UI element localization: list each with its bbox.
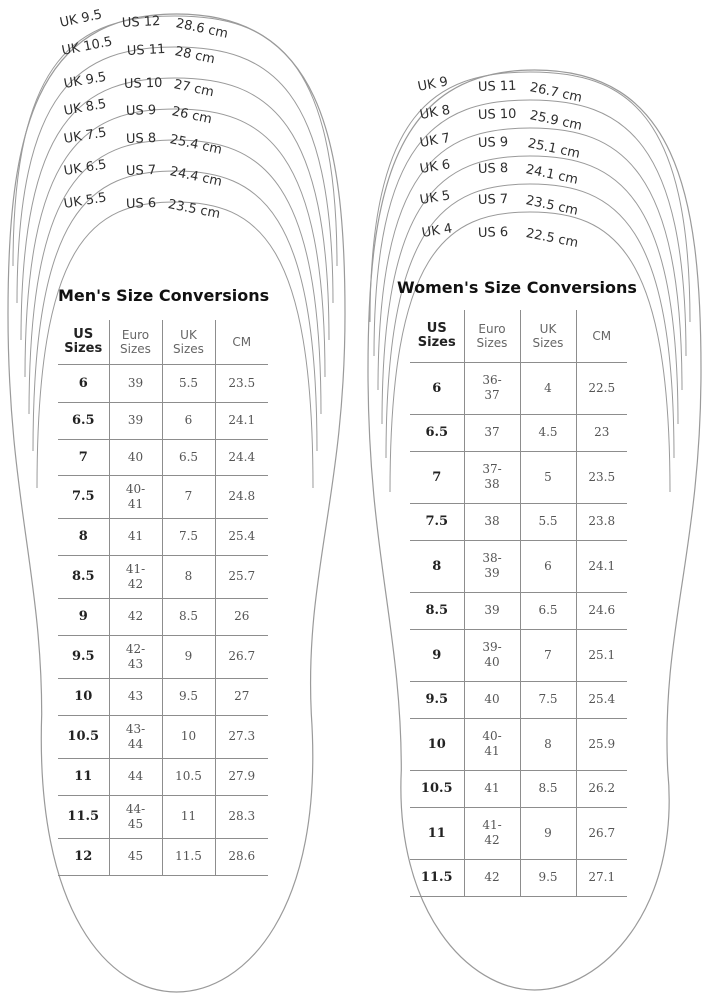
women-euro-size-line: 40 xyxy=(484,692,500,706)
table-row xyxy=(58,364,268,402)
women-foot-label-uk: UK 6 xyxy=(418,157,452,177)
table-row xyxy=(58,715,268,758)
women-euro-size xyxy=(464,718,520,770)
women-cm-size: 23 xyxy=(576,414,627,451)
women-euro-size xyxy=(464,503,520,540)
table-row xyxy=(58,555,268,598)
women-foot-label-us: US 7 xyxy=(477,191,509,208)
women-uk-size: 5.5 xyxy=(520,503,576,540)
women-foot-label-uk: UK 7 xyxy=(418,130,452,151)
men-column-header-line: Euro xyxy=(121,327,150,342)
women-euro-size-line: 37- xyxy=(482,462,502,476)
table-row xyxy=(410,807,627,859)
women-column-header-line: US xyxy=(426,320,447,336)
men-foot-label-uk: UK 5.5 xyxy=(62,190,108,212)
men-foot-label-uk: UK 10.5 xyxy=(60,34,114,59)
women-euro-size-line: 37 xyxy=(484,388,500,402)
men-uk-size: 6 xyxy=(162,402,215,439)
men-euro-size-line: 41 xyxy=(127,529,144,543)
table-row xyxy=(58,795,268,838)
men-euro-size xyxy=(109,439,162,475)
men-euro-size xyxy=(109,678,162,715)
men-foot-label-cm: 28 cm xyxy=(173,44,217,68)
women-foot-label-us: US 9 xyxy=(477,134,509,151)
women-foot-label-cm: 24.1 cm xyxy=(524,162,580,188)
women-cm-size: 23.8 xyxy=(576,503,627,540)
women-euro-size xyxy=(464,859,520,896)
men-cm-size: 24.4 xyxy=(215,439,268,475)
men-euro-size-line: 44 xyxy=(127,736,144,751)
women-us-size: 8.5 xyxy=(410,592,464,629)
women-euro-size-line: 39 xyxy=(484,603,500,617)
men-foot-label-us: US 11 xyxy=(126,41,166,59)
women-euro-size-line: 40 xyxy=(484,655,500,669)
men-foot-label-us: US 12 xyxy=(121,13,161,31)
men-uk-size: 11.5 xyxy=(162,838,215,875)
women-cm-size: 23.5 xyxy=(576,451,627,503)
women-us-size: 9.5 xyxy=(410,681,464,718)
women-uk-size: 9 xyxy=(520,807,576,859)
men-column-header-line: US xyxy=(73,326,94,342)
table-row xyxy=(410,503,627,540)
table-row xyxy=(58,518,268,555)
womens-title: Women's Size Conversions xyxy=(397,278,637,297)
women-euro-size-line: 42 xyxy=(484,870,500,884)
men-foot-label-us: US 7 xyxy=(125,162,157,179)
women-euro-size-line: 39- xyxy=(482,640,502,654)
table-row xyxy=(58,439,268,475)
men-us-size: 9.5 xyxy=(58,635,109,678)
table-row xyxy=(410,770,627,807)
men-euro-size-line: 39 xyxy=(127,375,144,390)
women-euro-size-line: 37 xyxy=(484,425,500,439)
men-uk-size: 9.5 xyxy=(162,678,215,715)
men-cm-size: 26 xyxy=(215,598,268,635)
women-column-header xyxy=(410,310,464,362)
men-uk-size: 11 xyxy=(162,795,215,838)
men-column-header-line: Sizes xyxy=(64,340,103,356)
women-uk-size: 6.5 xyxy=(520,592,576,629)
table-row xyxy=(58,758,268,795)
men-us-size: 10.5 xyxy=(58,715,109,758)
table-row xyxy=(410,681,627,718)
men-euro-size xyxy=(109,715,162,758)
men-foot-label-us: US 8 xyxy=(125,130,157,147)
men-euro-size-line: 43 xyxy=(127,689,144,703)
table-row xyxy=(58,402,268,439)
men-foot-label-cm: 24.4 cm xyxy=(168,164,224,190)
men-uk-size: 6.5 xyxy=(162,439,215,475)
men-euro-size xyxy=(109,475,162,518)
women-euro-size-line: 36- xyxy=(482,373,502,387)
women-uk-size: 5 xyxy=(520,451,576,503)
women-euro-size-line: 41 xyxy=(484,744,500,758)
men-uk-size: 7 xyxy=(162,475,215,518)
table-row xyxy=(410,629,627,681)
men-foot-label-cm: 28.6 cm xyxy=(174,16,230,42)
men-euro-size-line: 44 xyxy=(127,769,144,783)
women-euro-size-line: 39 xyxy=(484,566,500,580)
men-foot-label-cm: 25.4 cm xyxy=(168,132,224,158)
women-column-header xyxy=(576,310,627,362)
women-us-size: 7.5 xyxy=(410,503,464,540)
women-us-size: 10.5 xyxy=(410,770,464,807)
men-cm-size: 24.1 xyxy=(215,402,268,439)
women-euro-size xyxy=(464,592,520,629)
women-foot-label-us: US 6 xyxy=(477,224,509,241)
women-foot-label-uk: UK 9 xyxy=(416,74,450,95)
women-cm-size: 26.2 xyxy=(576,770,627,807)
men-foot-label-cm: 27 cm xyxy=(172,77,216,101)
women-us-size: 11 xyxy=(410,807,464,859)
men-us-size: 11.5 xyxy=(58,795,109,838)
men-cm-size: 25.7 xyxy=(215,555,268,598)
women-foot-label-us: US 10 xyxy=(477,106,517,123)
men-cm-size: 23.5 xyxy=(215,364,268,402)
women-us-size: 9 xyxy=(410,629,464,681)
women-foot-label-cm: 25.9 cm xyxy=(528,108,584,134)
women-foot-label-uk: UK 4 xyxy=(420,221,454,241)
women-cm-size: 24.6 xyxy=(576,592,627,629)
table-row xyxy=(58,838,268,875)
men-column-header xyxy=(162,320,215,364)
women-column-header-line: Euro xyxy=(478,321,506,336)
table-row xyxy=(410,592,627,629)
womens-size-table xyxy=(410,310,627,897)
table-row xyxy=(58,598,268,635)
men-cm-size: 27.9 xyxy=(215,758,268,795)
men-euro-size xyxy=(109,518,162,555)
men-uk-size: 5.5 xyxy=(162,364,215,402)
men-foot-label-uk: UK 8.5 xyxy=(62,96,108,119)
women-us-size: 11.5 xyxy=(410,859,464,896)
men-us-size: 7.5 xyxy=(58,475,109,518)
women-us-size: 7 xyxy=(410,451,464,503)
women-column-header xyxy=(520,310,576,362)
table-row xyxy=(58,475,268,518)
men-foot-label-us: US 9 xyxy=(125,102,157,119)
men-euro-size xyxy=(109,758,162,795)
women-column-header-line: Sizes xyxy=(476,335,508,350)
women-euro-size-line: 41- xyxy=(482,818,502,832)
women-euro-size-line: 38- xyxy=(482,551,502,565)
men-euro-size xyxy=(109,635,162,678)
women-foot-label-us: US 11 xyxy=(477,78,517,95)
men-euro-size-line: 41 xyxy=(127,496,144,511)
table-row xyxy=(410,451,627,503)
women-column-header xyxy=(464,310,520,362)
table-row xyxy=(410,540,627,592)
men-uk-size: 9 xyxy=(162,635,215,678)
women-foot-label-cm: 25.1 cm xyxy=(526,136,582,162)
men-column-header xyxy=(215,320,268,364)
table-row xyxy=(58,635,268,678)
women-foot-label-cm: 23.5 cm xyxy=(524,193,580,219)
mens-size-table xyxy=(58,320,268,876)
men-us-size: 8 xyxy=(58,518,109,555)
men-column-header-line: UK xyxy=(180,327,197,342)
men-cm-size: 27.3 xyxy=(215,715,268,758)
men-euro-size-line: 45 xyxy=(127,816,144,831)
men-uk-size: 10 xyxy=(162,715,215,758)
women-euro-size xyxy=(464,681,520,718)
women-uk-size: 8 xyxy=(520,718,576,770)
women-cm-size: 24.1 xyxy=(576,540,627,592)
men-euro-size xyxy=(109,795,162,838)
men-cm-size: 28.3 xyxy=(215,795,268,838)
men-cm-size: 26.7 xyxy=(215,635,268,678)
women-cm-size: 22.5 xyxy=(576,362,627,414)
men-uk-size: 10.5 xyxy=(162,758,215,795)
table-row xyxy=(58,678,268,715)
men-column-header xyxy=(58,320,109,364)
men-foot-label-uk: UK 6.5 xyxy=(62,157,108,179)
men-uk-size: 7.5 xyxy=(162,518,215,555)
women-euro-size xyxy=(464,807,520,859)
women-foot-label-uk: UK 5 xyxy=(418,188,452,208)
men-foot-label-uk: UK 9.5 xyxy=(62,69,108,92)
women-foot-label-cm: 26.7 cm xyxy=(528,80,584,106)
men-us-size: 6 xyxy=(58,364,109,402)
men-euro-size xyxy=(109,598,162,635)
men-euro-size-line: 39 xyxy=(127,413,144,427)
men-euro-size-line: 42 xyxy=(127,576,144,591)
women-cm-size: 25.1 xyxy=(576,629,627,681)
men-foot-label-cm: 26 cm xyxy=(170,104,214,128)
men-us-size: 9 xyxy=(58,598,109,635)
men-euro-size-line: 40 xyxy=(127,449,144,464)
men-uk-size: 8 xyxy=(162,555,215,598)
women-cm-size: 25.4 xyxy=(576,681,627,718)
women-foot-label-us: US 8 xyxy=(477,160,509,177)
men-foot-label-uk: UK 7.5 xyxy=(62,125,108,147)
women-us-size: 10 xyxy=(410,718,464,770)
women-euro-size xyxy=(464,629,520,681)
women-cm-size: 26.7 xyxy=(576,807,627,859)
women-euro-size xyxy=(464,362,520,414)
men-euro-size xyxy=(109,364,162,402)
men-euro-size-line: 40- xyxy=(125,481,146,496)
men-column-header xyxy=(109,320,162,364)
women-euro-size-line: 41 xyxy=(484,781,500,795)
men-euro-size-line: 44- xyxy=(125,801,146,816)
men-us-size: 6.5 xyxy=(58,402,109,439)
men-euro-size xyxy=(109,838,162,875)
men-us-size: 11 xyxy=(58,758,109,795)
women-us-size: 8 xyxy=(410,540,464,592)
men-euro-size-line: 42 xyxy=(127,609,144,623)
men-column-header-line: Sizes xyxy=(173,341,204,356)
women-euro-size xyxy=(464,540,520,592)
men-foot-label-cm: 23.5 cm xyxy=(166,197,222,222)
women-uk-size: 4 xyxy=(520,362,576,414)
women-uk-size: 9.5 xyxy=(520,859,576,896)
men-cm-size: 25.4 xyxy=(215,518,268,555)
women-us-size: 6 xyxy=(410,362,464,414)
men-foot-label-us: US 10 xyxy=(123,75,163,92)
women-euro-size xyxy=(464,414,520,451)
women-euro-size-line: 38 xyxy=(484,477,500,491)
women-uk-size: 7.5 xyxy=(520,681,576,718)
men-euro-size xyxy=(109,402,162,439)
women-cm-size: 27.1 xyxy=(576,859,627,896)
men-euro-size-line: 43 xyxy=(127,656,144,671)
women-euro-size-line: 38 xyxy=(484,514,500,528)
table-row xyxy=(410,362,627,414)
men-cm-size: 27 xyxy=(215,678,268,715)
men-cm-size: 28.6 xyxy=(215,838,268,875)
women-column-header-line: CM xyxy=(592,328,612,343)
men-column-header-line: Sizes xyxy=(120,341,151,356)
men-us-size: 8.5 xyxy=(58,555,109,598)
women-foot-label-uk: UK 8 xyxy=(418,102,452,123)
men-us-size: 7 xyxy=(58,439,109,475)
men-euro-size xyxy=(109,555,162,598)
women-cm-size: 25.9 xyxy=(576,718,627,770)
men-foot-label-us: US 6 xyxy=(125,195,157,212)
men-uk-size: 8.5 xyxy=(162,598,215,635)
women-uk-size: 7 xyxy=(520,629,576,681)
mens-title: Men's Size Conversions xyxy=(58,286,270,305)
women-column-header-line: Sizes xyxy=(417,334,456,350)
men-us-size: 10 xyxy=(58,678,109,715)
table-row xyxy=(410,718,627,770)
women-uk-size: 6 xyxy=(520,540,576,592)
women-euro-size-line: 42 xyxy=(484,833,500,847)
men-euro-size-line: 43- xyxy=(125,721,146,736)
women-foot-label-cm: 22.5 cm xyxy=(524,226,580,251)
women-column-header-line: UK xyxy=(539,321,557,336)
women-us-size: 6.5 xyxy=(410,414,464,451)
women-euro-size-line: 40- xyxy=(482,729,502,743)
women-euro-size xyxy=(464,770,520,807)
table-row xyxy=(410,859,627,896)
table-row xyxy=(410,414,627,451)
women-column-header-line: Sizes xyxy=(532,335,564,350)
women-euro-size xyxy=(464,451,520,503)
men-us-size: 12 xyxy=(58,838,109,875)
men-euro-size-line: 45 xyxy=(127,849,144,863)
women-uk-size: 4.5 xyxy=(520,414,576,451)
men-cm-size: 24.8 xyxy=(215,475,268,518)
men-euro-size-line: 41- xyxy=(125,561,146,576)
men-euro-size-line: 42- xyxy=(125,641,146,656)
women-uk-size: 8.5 xyxy=(520,770,576,807)
men-foot-label-uk: UK 9.5 xyxy=(58,7,104,31)
men-column-header-line: CM xyxy=(232,334,252,349)
